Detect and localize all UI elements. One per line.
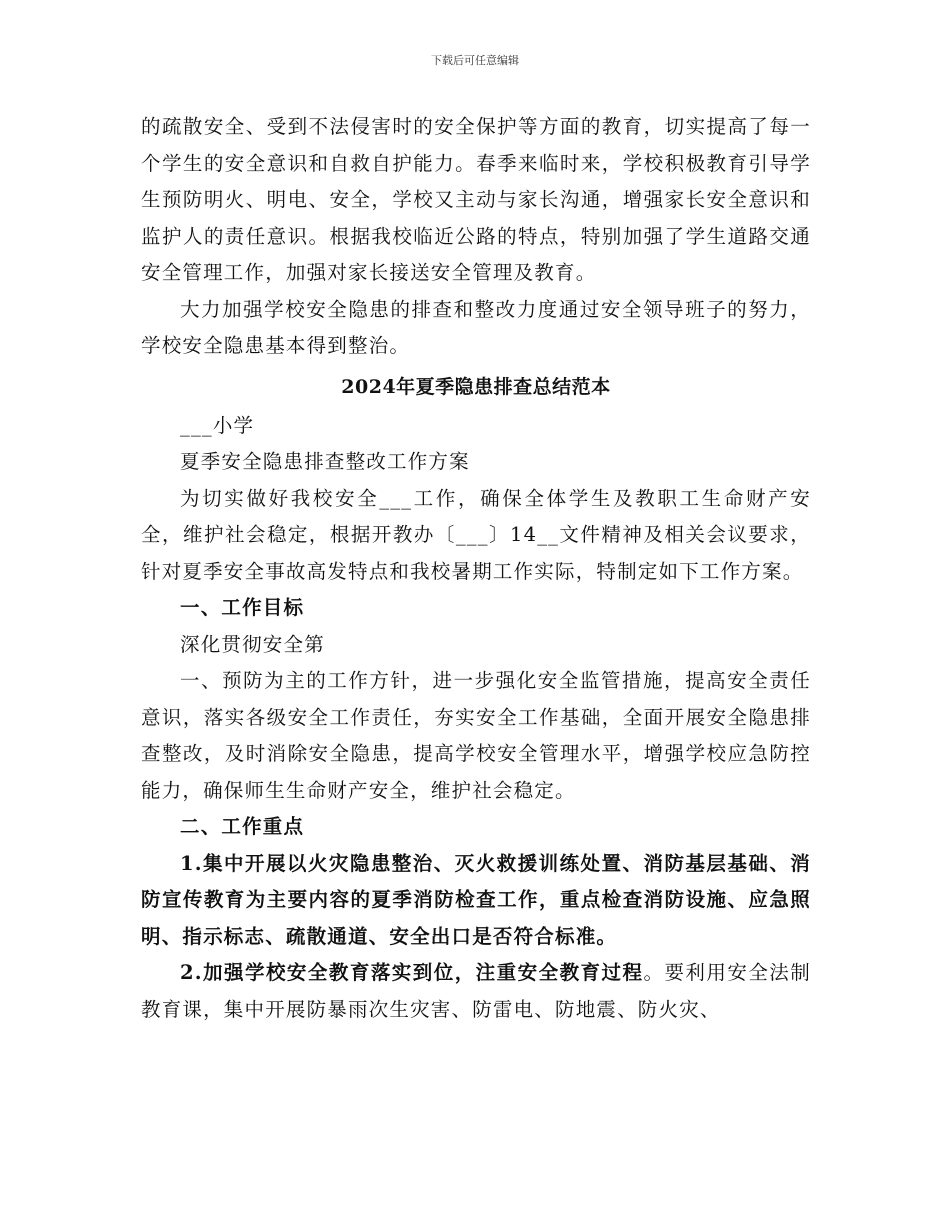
paragraph-goal-2: 一、预防为主的工作方针，进一步强化安全监管措施，提高安全责任意识，落实各级安全工作责任，夯实安全工作基础，全面开展安全隐患排查整改，及时消除安全隐患，提高学校安全管理水平，增强学校应急防控能力，确保师生生命财产安全，维护社会稳定。 [141,669,811,802]
paragraph-focus-2 [141,955,811,1028]
section-title: 2024年夏季隐患排查总结范本 [341,375,611,398]
paragraph-2: 大力加强学校安全隐患的排查和整改力度通过安全领导班子的努力，学校安全隐患基本得到整治。 [141,297,811,357]
heading-work-focus: 二、工作重点 [180,815,305,838]
focus-2-lead: 2.加强学校安全教育落实到位，注重安全教育过程 [180,961,644,984]
page-header: 下载后可任意编辑 [431,54,519,67]
paragraph-goal-1: 深化贯彻安全第 [180,632,325,656]
focus-2-rest: 。要利用安全法制教育课，集中开展防暴雨次生灾害、防雷电、防地震、防火灾、 [141,961,811,1021]
paragraph-1: 的疏散安全、受到不法侵害时的安全保护等方面的教育，切实提高了每一个学生的安全意识和自救自护能力。春季来临时来，学校积极教育引导学生预防明火、明电、安全，学校又主动与家长沟通，增强家长安全意识和监护人的责任意识。根据我校临近公路的特点，特别加强了学生道路交通安全管理工作，加强对家长接送安全管理及教育。 [141,115,811,284]
paragraph-intro: 为切实做好我校安全___工作，确保全体学生及教职工生命财产安全，维护社会稳定，根据开教办〔___〕14__文件精神及相关会议要求，针对夏季安全事故高发特点和我校暑期工作实际，特制定如下工作方案。 [141,486,811,583]
paragraph-school: ___小学 [180,413,255,437]
paragraph-plan-title: 夏季安全隐患排查整改工作方案 [180,450,470,473]
heading-work-goal: 一、工作目标 [180,596,305,619]
paragraph-focus-1: 1.集中开展以火灾隐患整治、灭火救援训练处置、消防基层基础、消防宣传教育为主要内容的夏季消防检查工作，重点检查消防设施、应急照明、指示标志、疏散通道、安全出口是否符合标准。 [141,851,811,948]
document-body [141,109,811,1028]
